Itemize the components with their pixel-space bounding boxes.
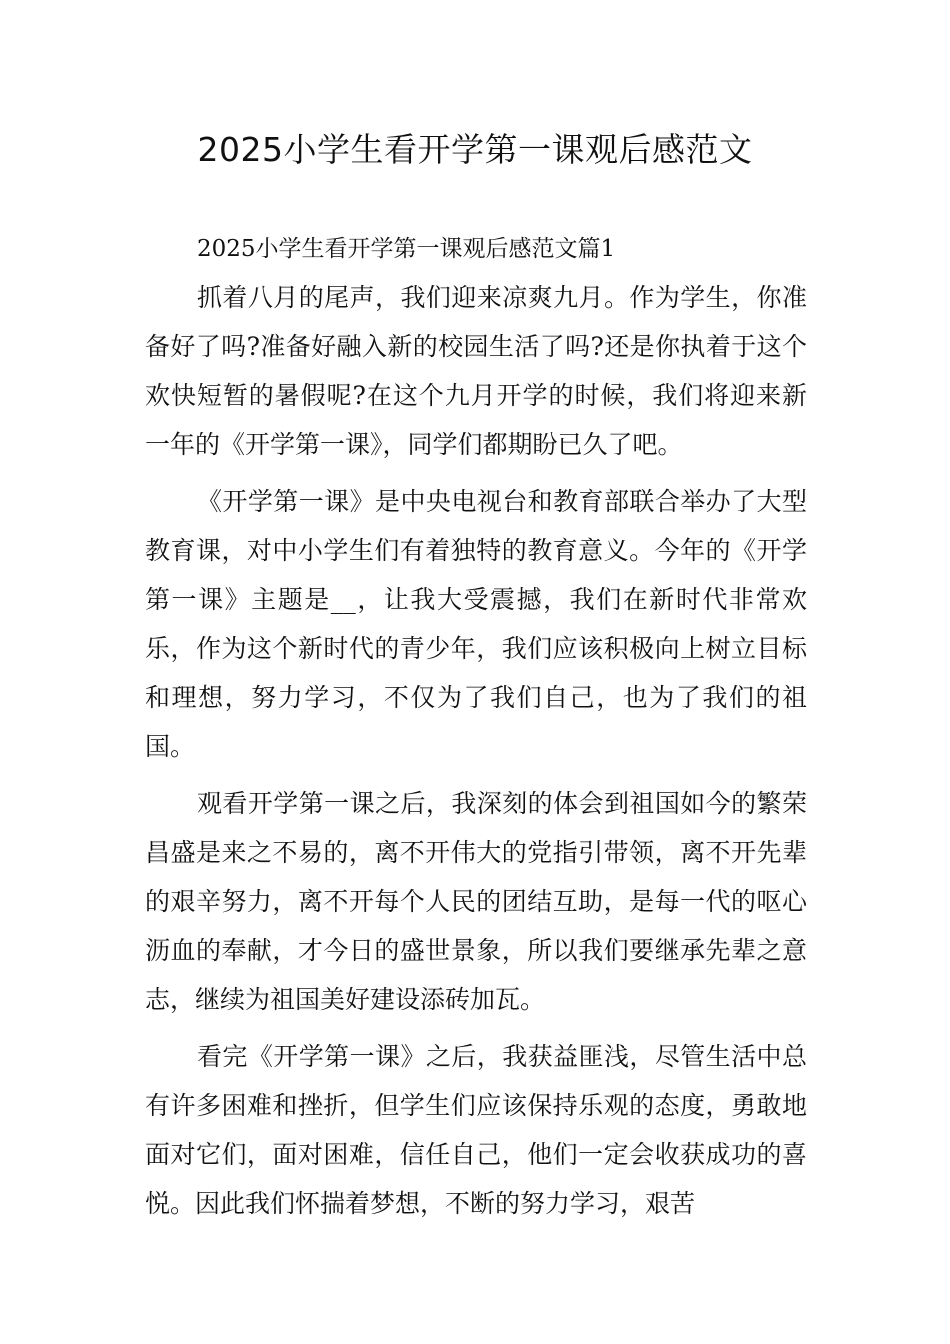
section-heading: 2025小学生看开学第一课观后感范文篇1 [197, 236, 616, 262]
document-title: 2025小学生看开学第一课观后感范文 [197, 130, 753, 169]
document-body [145, 225, 807, 1236]
paragraph-4: 看完《开学第一课》之后，我获益匪浅，尽管生活中总有许多困难和挫折，但学生们应该保持乐观的态度，勇敢地面对它们，面对困难，信任自己，他们一定会收获成功的喜悦。因此我们怀揣着梦想，不断的努力学习，艰苦 [145, 1042, 807, 1218]
paragraph-2: 《开学第一课》是中央电视台和教育部联合举办了大型教育课，对中小学生们有着独特的教育意义。今年的《开学第一课》主题是__，让我大受震撼，我们在新时代非常欢乐，作为这个新时代的青少年，我们应该积极向上树立目标和理想，努力学习，不仅为了我们自己，也为了我们的祖国。 [145, 487, 807, 761]
paragraph-3: 观看开学第一课之后，我深刻的体会到祖国如今的繁荣昌盛是来之不易的，离不开伟大的党指引带领，离不开先辈的艰辛努力，离不开每个人民的团结互助，是每一代的呕心沥血的奉献，才今日的盛世景象，所以我们要继承先辈之意志，继续为祖国美好建设添砖加瓦。 [145, 789, 807, 1014]
paragraph-1: 抓着八月的尾声，我们迎来凉爽九月。作为学生，你准备好了吗?准备好融入新的校园生活了吗?还是你执着于这个欢快短暂的暑假呢?在这个九月开学的时候，我们将迎来新一年的《开学第一课》，同学们都期盼已久了吧。 [145, 283, 807, 459]
